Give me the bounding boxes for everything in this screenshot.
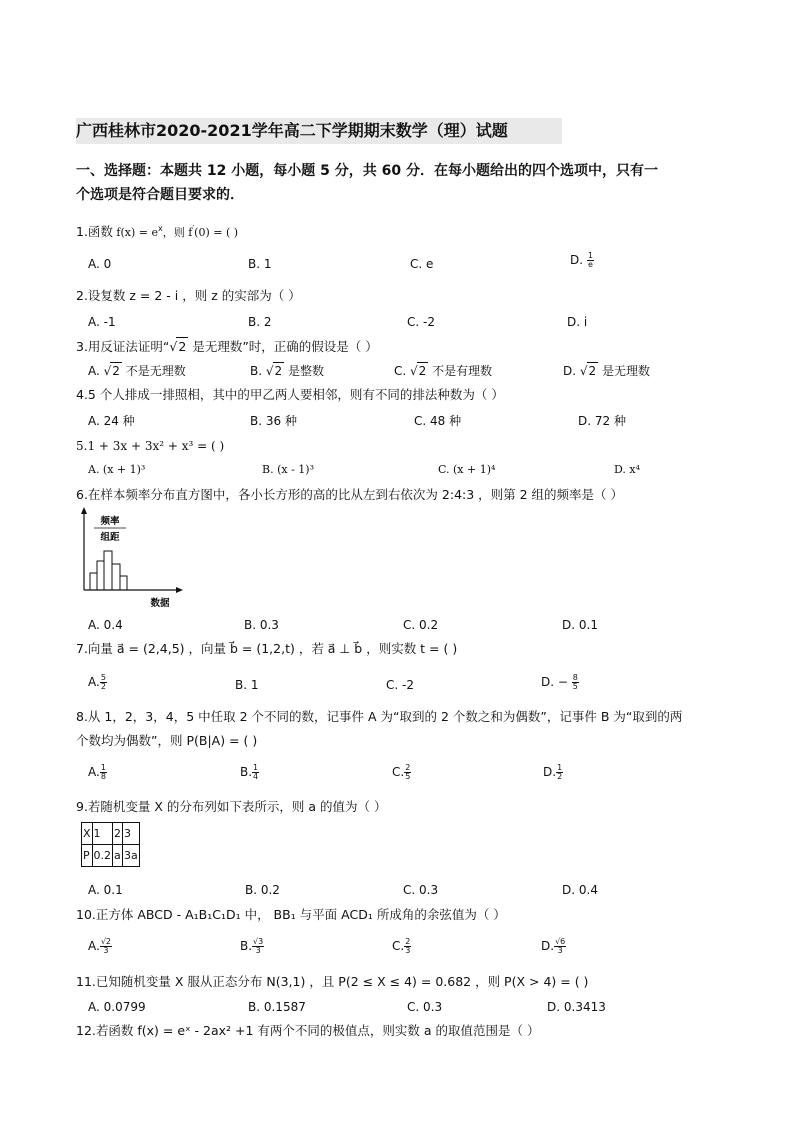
q2-option-b[interactable]: B. 2 xyxy=(248,315,272,329)
q10-option-b[interactable]: B. $\frac{√3}{3}$ xyxy=(240,937,264,955)
q4-option-d[interactable]: D. 72 种 xyxy=(578,414,626,428)
q6-option-b[interactable]: B. 0.3 xyxy=(244,618,279,632)
question-8-line2: 个数均为偶数”，则 P(B|A) = ( ) xyxy=(76,733,258,748)
q1-option-d-fraction: $\frac{1}{e}$ xyxy=(587,251,593,269)
q9-option-c[interactable]: C. 0.3 xyxy=(403,883,439,897)
table-cell: P xyxy=(82,845,93,867)
q5-option-d[interactable]: D. x⁴ xyxy=(614,463,641,476)
q6-option-d[interactable]: D. 0.1 xyxy=(562,618,598,632)
q5-option-b[interactable]: B. (x - 1)³ xyxy=(262,463,314,476)
section-heading-line1: 一、选择题：本题共 12 小题，每小题 5 分，共 60 分．在每小题给出的四个选项中，只有一 xyxy=(76,163,658,179)
q11-option-c[interactable]: C. 0.3 xyxy=(407,1000,443,1014)
q1-option-d[interactable]: D. $\frac{1}{e}$ xyxy=(570,251,593,269)
table-cell: 1 xyxy=(92,823,113,845)
histogram-bar-5 xyxy=(120,576,127,590)
q3-option-b[interactable]: B. √2 是整数 xyxy=(250,364,324,378)
q5-option-c[interactable]: C. (x + 1)⁴ xyxy=(438,463,496,476)
histogram-ylabel-bottom: 组距 xyxy=(100,532,120,543)
histogram-bar-1 xyxy=(90,573,97,590)
q10-option-c[interactable]: C. $\frac{2}{3}$ xyxy=(392,937,411,955)
q4-option-a[interactable]: A. 24 种 xyxy=(88,414,135,428)
q7-option-c[interactable]: C. -2 xyxy=(386,678,414,692)
q9-option-a[interactable]: A. 0.1 xyxy=(88,883,123,897)
q1-option-a[interactable]: A. 0 xyxy=(88,257,112,271)
q8-option-b[interactable]: B. $\frac{1}{4}$ xyxy=(240,763,259,781)
q1-sup: x xyxy=(158,224,163,233)
table-cell: 3a xyxy=(123,845,140,867)
question-8-line1: 8.从 1，2，3，4，5 中任取 2 个不同的数，记事件 A 为“取到的 2 个数之和为偶数”，记事件 B 为“取到的两 xyxy=(76,709,683,724)
q6-option-a[interactable]: A. 0.4 xyxy=(88,618,123,632)
q2-option-d[interactable]: D. i xyxy=(567,315,588,329)
q6-option-c[interactable]: C. 0.2 xyxy=(403,618,439,632)
q8-option-d[interactable]: D. $\frac{1}{2}$ xyxy=(543,763,563,781)
q8-option-a[interactable]: A. $\frac{1}{8}$ xyxy=(88,763,106,781)
table-cell: X xyxy=(82,823,93,845)
q5-option-a[interactable]: A. (x + 1)³ xyxy=(88,463,146,476)
histogram-bar-2 xyxy=(97,561,104,590)
question-10: 10.正方体 ABCD - A₁B₁C₁D₁ 中， BB₁ 与平面 ACD₁ 所成角的余弦值为（ ） xyxy=(76,907,506,922)
q7-option-a[interactable]: A. $\frac{5}{2}$ xyxy=(88,673,106,691)
q11-option-d[interactable]: D. 0.3413 xyxy=(547,1000,606,1014)
table-cell: 2 xyxy=(113,823,123,845)
q10-option-d[interactable]: D. $\frac{√6}{3}$ xyxy=(541,937,566,955)
q7-option-d[interactable]: D. − $\frac{8}{5}$ xyxy=(541,673,578,691)
q3-option-c[interactable]: C. √2 不是有理数 xyxy=(394,364,493,378)
question-9: 9.若随机变量 X 的分布列如下表所示，则 a 的值为（ ） xyxy=(76,799,387,814)
q9-option-d[interactable]: D. 0.4 xyxy=(562,883,598,897)
q1-end: (0) = ( ) xyxy=(194,226,239,240)
q1-expr: f(x) = e xyxy=(112,226,159,240)
page-title: 广西桂林市2020-2021学年高二下学期期末数学（理）试题 xyxy=(76,118,562,144)
table-row xyxy=(82,823,140,845)
q3-option-a[interactable]: A. √2 不是无理数 xyxy=(88,364,186,378)
question-2: 2.设复数 z = 2 - i ，则 z 的实部为（ ） xyxy=(76,288,301,303)
q2-option-c[interactable]: C. -2 xyxy=(407,315,435,329)
question-6: 6.在样本频率分布直方图中，各小长方形的高的比从左到右依次为 2:4:3 ，则第 2 组的频率是（ ） xyxy=(76,487,624,502)
question-5: 5.1 + 3x + 3x² + x³ = ( ) xyxy=(76,439,225,453)
question-1 xyxy=(76,220,238,242)
q1-prefix: 1.函数 xyxy=(76,224,113,240)
table-cell: a xyxy=(113,845,123,867)
question-3: 3.用反证法证明“√2 是无理数”时，正确的假设是（ ） xyxy=(76,339,378,354)
question-12: 12.若函数 f(x) = eˣ - 2ax² +1 有两个不同的极值点，则实数 a 的取值范围是（ ） xyxy=(76,1023,540,1038)
table-cell: 3 xyxy=(123,823,140,845)
q8-option-c[interactable]: C. $\frac{2}{5}$ xyxy=(392,763,411,781)
section-heading-line2: 个选项是符合题目要求的． xyxy=(76,187,244,203)
q11-option-b[interactable]: B. 0.1587 xyxy=(248,1000,306,1014)
histogram-bar-3 xyxy=(104,551,112,590)
histogram-xlabel: 数据 xyxy=(150,598,170,608)
histogram-ylabel-top: 频率 xyxy=(100,516,120,527)
q10-option-a[interactable]: A. $\frac{√2}{3}$ xyxy=(88,937,111,955)
question-11: 11.已知随机变量 X 服从正态分布 N(3,1) ，且 P(2 ≤ X ≤ 4) = 0.682 ，则 P(X > 4) = ( ) xyxy=(76,974,589,989)
histogram-bar-4 xyxy=(112,564,120,590)
q3-option-d[interactable]: D. √2 是无理数 xyxy=(563,364,650,378)
q2-option-a[interactable]: A. -1 xyxy=(88,315,116,329)
question-4: 4.5 个人排成一排照相，其中的甲乙两人要相邻，则有不同的排法种数为（ ） xyxy=(76,387,504,402)
q4-option-c[interactable]: C. 48 种 xyxy=(414,414,462,428)
q1-option-c[interactable]: C. e xyxy=(410,257,434,271)
table-cell: 0.2 xyxy=(92,845,113,867)
q11-option-a[interactable]: A. 0.0799 xyxy=(88,1000,146,1014)
q9-option-b[interactable]: B. 0.2 xyxy=(245,883,280,897)
q1-mid: ，则 f xyxy=(162,226,193,240)
q7-option-b[interactable]: B. 1 xyxy=(235,678,259,692)
distribution-table xyxy=(81,822,140,867)
table-row xyxy=(82,845,140,867)
q1-sup2: ′ xyxy=(192,224,195,233)
q1-option-b[interactable]: B. 1 xyxy=(248,257,272,271)
question-7: 7.向量 a⃗ = (2,4,5) ，向量 b⃗ = (1,2,t) ，若 a⃗ ⊥ b⃗ ，则实数 t = ( ) xyxy=(76,641,458,656)
histogram-figure xyxy=(76,506,186,608)
q4-option-b[interactable]: B. 36 种 xyxy=(250,414,297,428)
q3-radicand: 2 xyxy=(178,339,187,354)
